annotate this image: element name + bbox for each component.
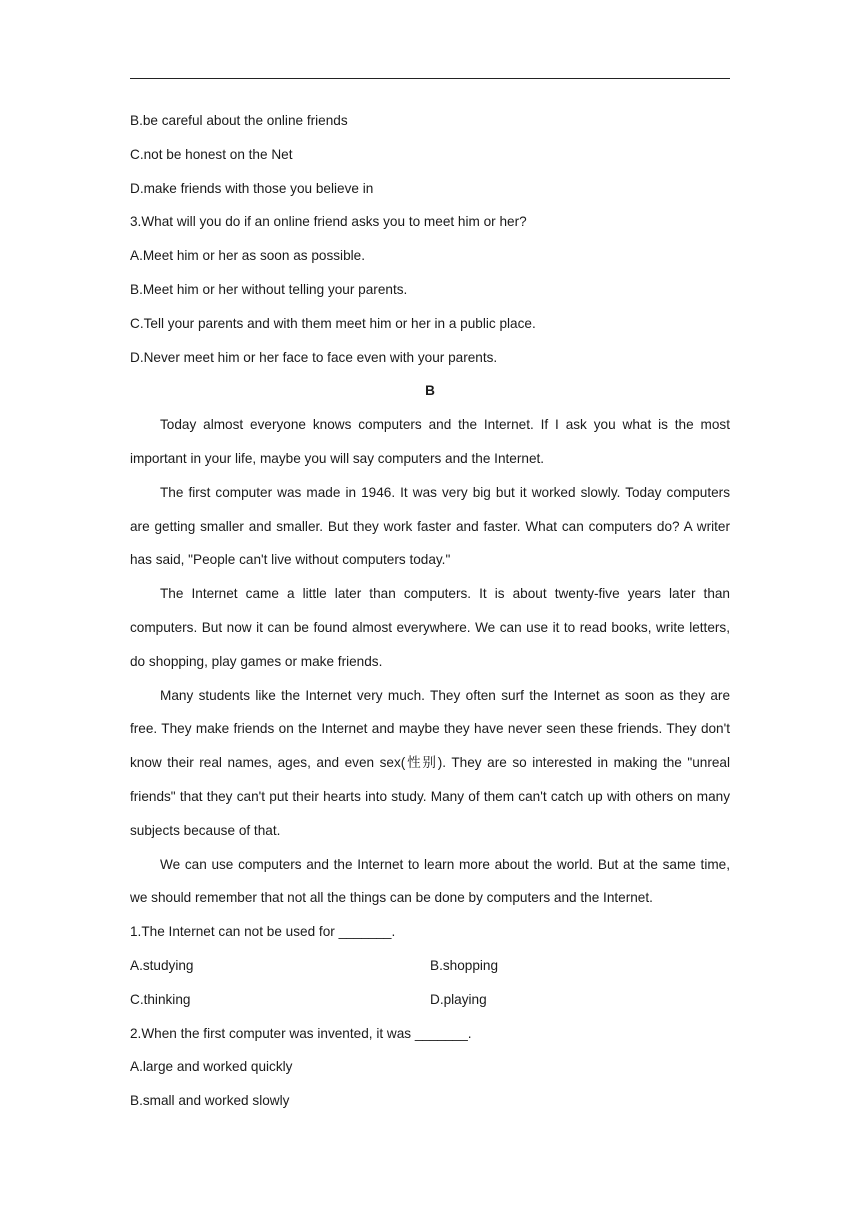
option-line: B.shopping <box>430 957 499 973</box>
option-line: A.Meet him or her as soon as possible. <box>130 248 365 264</box>
option-line: D.make friends with those you believe in <box>130 180 374 196</box>
paragraph: The first computer was made in 1946. It was very big but it worked slowly. Today computers are getting smaller and smaller. But they work faster and faster. What can computers do? A writer has said, "People can't live without computers today." <box>130 484 730 568</box>
paragraph: We can use computers and the Internet to learn more about the world. But at the same time, we should remember that not all the things can be done by computers and the Internet. <box>130 856 730 906</box>
option-line: D.Never meet him or her face to face even with your parents. <box>130 349 498 365</box>
paragraph: Today almost everyone knows computers and the Internet. If I ask you what is the most important in your life, maybe you will say computers and the Internet. <box>130 417 730 466</box>
option-row <box>130 949 730 983</box>
option-line: A.large and worked quickly <box>130 1059 293 1075</box>
paragraph: Many students like the Internet very much. They often surf the Internet as soon as they are free. They make friends on the Internet and maybe they have never seen these friends. They don't know their real names, ages, and even sex(性别). They are so interested in making the "unreal friends" that they can't put their hearts into study. Many of them can't catch up with others on many subjects because of that. <box>130 687 730 838</box>
option-row <box>130 983 730 1017</box>
option-line: A.studying <box>130 957 194 973</box>
header-rule <box>130 78 730 79</box>
option-line: C.thinking <box>130 991 191 1007</box>
option-line: D.playing <box>430 991 487 1007</box>
document-body <box>130 104 730 1118</box>
option-line: B.Meet him or her without telling your parents. <box>130 281 408 297</box>
option-line: B.small and worked slowly <box>130 1093 290 1109</box>
question-line: 3.What will you do if an online friend asks you to meet him or her? <box>130 214 527 230</box>
section-heading: B <box>425 383 435 399</box>
question-line: 2.When the first computer was invented, it was _______. <box>130 1025 472 1041</box>
option-line: C.Tell your parents and with them meet him or her in a public place. <box>130 315 536 331</box>
option-line: C.not be honest on the Net <box>130 146 293 162</box>
paragraph: The Internet came a little later than computers. It is about twenty-five years later than computers. But now it can be found almost everywhere. We can use it to read books, write letters, do shopping, play games or make friends. <box>130 586 730 669</box>
question-line: 1.The Internet can not be used for _______. <box>130 924 396 940</box>
option-line: B.be careful about the online friends <box>130 113 348 128</box>
